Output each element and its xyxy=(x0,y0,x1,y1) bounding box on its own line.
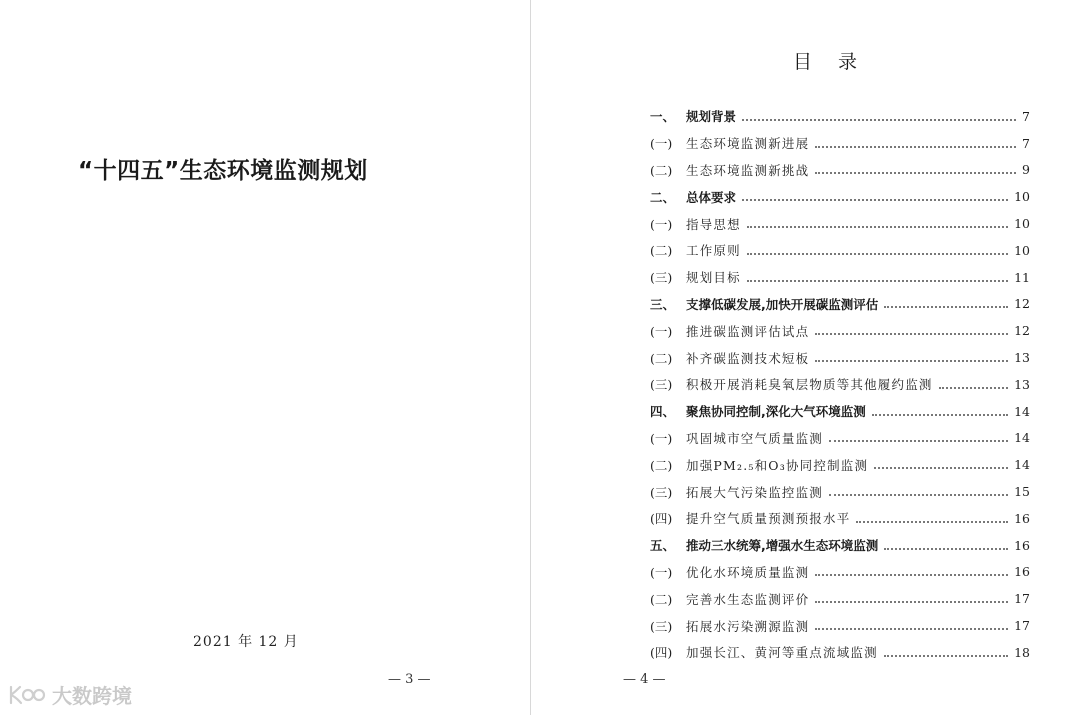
toc-dot-leader xyxy=(815,600,1008,603)
toc-subsection-entry[interactable] xyxy=(650,237,1030,264)
page-number-left: — 3 — xyxy=(388,672,431,687)
toc-subsection-entry[interactable] xyxy=(650,210,1030,237)
page-number-right: — 4 — xyxy=(623,672,666,687)
toc-entry-number: (一) xyxy=(650,323,673,339)
toc-entry-number: (二) xyxy=(650,350,673,366)
toc-entry-number: (四) xyxy=(650,511,673,527)
toc-dot-leader xyxy=(747,279,1008,282)
toc-entry-page: 17 xyxy=(1014,591,1030,607)
toc-section-entry[interactable] xyxy=(650,532,1030,559)
right-page xyxy=(531,0,1080,715)
toc-subsection-entry[interactable] xyxy=(650,425,1030,452)
toc-entry-label: 加强PM₂.₅和O₃协同控制监测 xyxy=(686,457,869,473)
toc-entry-page: 13 xyxy=(1014,376,1030,392)
toc-entry-page: 12 xyxy=(1014,323,1030,339)
toc-entry-number: (三) xyxy=(650,484,673,500)
toc-dot-leader xyxy=(856,520,1008,523)
toc-entry-label: 巩固城市空气质量监测 xyxy=(686,430,824,446)
toc-entry-page: 7 xyxy=(1022,135,1030,151)
toc-entry-number: (二) xyxy=(650,591,673,607)
toc-entry-label: 积极开展消耗臭氧层物质等其他履约监测 xyxy=(686,377,933,393)
toc-dot-leader xyxy=(829,493,1008,496)
toc-section-entry[interactable] xyxy=(650,103,1030,130)
toc-entry-page: 10 xyxy=(1014,216,1030,232)
document-title: “十四五”生态环境监测规划 xyxy=(78,158,368,184)
toc-entry-label: 拓展大气污染监控监测 xyxy=(686,484,824,500)
toc-section-entry[interactable] xyxy=(650,291,1030,318)
toc-subsection-entry[interactable] xyxy=(650,559,1030,586)
toc-entry-label: 指导思想 xyxy=(686,216,741,232)
toc-entry-number: (一) xyxy=(650,216,673,232)
toc-entry-number: 二、 xyxy=(650,189,676,205)
toc-entry-page: 12 xyxy=(1014,296,1030,312)
toc-entry-page: 16 xyxy=(1014,510,1030,526)
toc-entry-number: (三) xyxy=(650,270,673,286)
toc-dot-leader xyxy=(884,654,1008,657)
toc-entry-number: (四) xyxy=(650,645,673,661)
toc-entry-label: 生态环境监测新挑战 xyxy=(686,162,810,178)
toc-entry-label: 补齐碳监测技术短板 xyxy=(686,350,810,366)
toc-entry-number: (三) xyxy=(650,377,673,393)
toc-entry-number: (二) xyxy=(650,162,673,178)
toc-entry-label: 提升空气质量预测预报水平 xyxy=(686,511,851,527)
toc-entry-label: 推进碳监测评估试点 xyxy=(686,323,810,339)
toc-subsection-entry[interactable] xyxy=(650,344,1030,371)
toc-entry-label: 生态环境监测新进展 xyxy=(686,136,810,152)
toc-dot-leader xyxy=(747,225,1008,228)
toc-dot-leader xyxy=(815,573,1008,576)
toc-entry-page: 13 xyxy=(1014,350,1030,366)
toc-entry-number: (二) xyxy=(650,243,673,259)
toc-entry-page: 9 xyxy=(1022,162,1030,178)
toc-subsection-entry[interactable] xyxy=(650,157,1030,184)
toc-entry-number: 四、 xyxy=(650,404,676,420)
toc-entry-label: 工作原则 xyxy=(686,243,741,259)
toc-entry-page: 14 xyxy=(1014,403,1030,419)
toc-dot-leader xyxy=(884,547,1008,550)
toc-subsection-entry[interactable] xyxy=(650,130,1030,157)
watermark-logo-icon xyxy=(8,683,48,707)
table-of-contents xyxy=(650,103,1030,666)
watermark xyxy=(8,680,132,709)
toc-subsection-entry[interactable] xyxy=(650,585,1030,612)
toc-dot-leader xyxy=(872,413,1008,416)
toc-entry-page: 18 xyxy=(1014,644,1030,660)
toc-entry-number: 三、 xyxy=(650,296,676,312)
toc-entry-label: 优化水环境质量监测 xyxy=(686,564,810,580)
toc-entry-number: (一) xyxy=(650,430,673,446)
toc-subsection-entry[interactable] xyxy=(650,264,1030,291)
toc-subsection-entry[interactable] xyxy=(650,612,1030,639)
toc-entry-page: 10 xyxy=(1014,189,1030,205)
toc-dot-leader xyxy=(815,627,1008,630)
toc-entry-label: 规划背景 xyxy=(686,109,737,125)
toc-entry-label: 支撑低碳发展,加快开展碳监测评估 xyxy=(686,296,879,312)
toc-entry-page: 14 xyxy=(1014,457,1030,473)
toc-entry-label: 完善水生态监测评价 xyxy=(686,591,810,607)
toc-dot-leader xyxy=(815,171,1016,174)
toc-entry-label: 推动三水统筹,增强水生态环境监测 xyxy=(686,538,879,554)
toc-dot-leader xyxy=(815,332,1008,335)
toc-entry-page: 16 xyxy=(1014,564,1030,580)
toc-entry-label: 规划目标 xyxy=(686,270,741,286)
toc-dot-leader xyxy=(815,145,1016,148)
toc-subsection-entry[interactable] xyxy=(650,639,1030,666)
toc-entry-page: 14 xyxy=(1014,430,1030,446)
toc-entry-label: 聚焦协同控制,深化大气环境监测 xyxy=(686,404,866,420)
toc-dot-leader xyxy=(815,359,1008,362)
toc-entry-page: 17 xyxy=(1014,618,1030,634)
toc-entry-number: 五、 xyxy=(650,538,676,554)
toc-entry-number: 一、 xyxy=(650,109,676,125)
toc-dot-leader xyxy=(939,386,1008,389)
toc-entry-number: (二) xyxy=(650,457,673,473)
document-date: 2021 年 12 月 xyxy=(193,634,299,650)
toc-entry-label: 拓展水污染溯源监测 xyxy=(686,618,810,634)
toc-entry-page: 11 xyxy=(1014,269,1030,285)
toc-entry-page: 16 xyxy=(1014,537,1030,553)
toc-subsection-entry[interactable] xyxy=(650,478,1030,505)
toc-heading: 目录 xyxy=(793,51,884,73)
toc-subsection-entry[interactable] xyxy=(650,317,1030,344)
toc-entry-number: (一) xyxy=(650,564,673,580)
toc-subsection-entry[interactable] xyxy=(650,371,1030,398)
toc-entry-label: 总体要求 xyxy=(686,189,737,205)
toc-dot-leader xyxy=(884,305,1008,308)
toc-section-entry[interactable] xyxy=(650,398,1030,425)
toc-subsection-entry[interactable] xyxy=(650,451,1030,478)
toc-dot-leader xyxy=(747,252,1008,255)
left-page xyxy=(0,0,530,715)
toc-section-entry[interactable] xyxy=(650,183,1030,210)
toc-dot-leader xyxy=(874,466,1008,469)
toc-dot-leader xyxy=(742,118,1016,121)
toc-subsection-entry[interactable] xyxy=(650,505,1030,532)
toc-entry-label: 加强长江、黄河等重点流域监测 xyxy=(686,645,878,661)
toc-entry-page: 10 xyxy=(1014,242,1030,258)
toc-entry-number: (一) xyxy=(650,136,673,152)
toc-dot-leader xyxy=(829,439,1008,442)
toc-dot-leader xyxy=(742,198,1008,201)
toc-entry-page: 15 xyxy=(1014,484,1030,500)
toc-entry-number: (三) xyxy=(650,618,673,634)
watermark-text: 大数跨境 xyxy=(52,684,132,708)
toc-entry-page: 7 xyxy=(1022,108,1030,124)
